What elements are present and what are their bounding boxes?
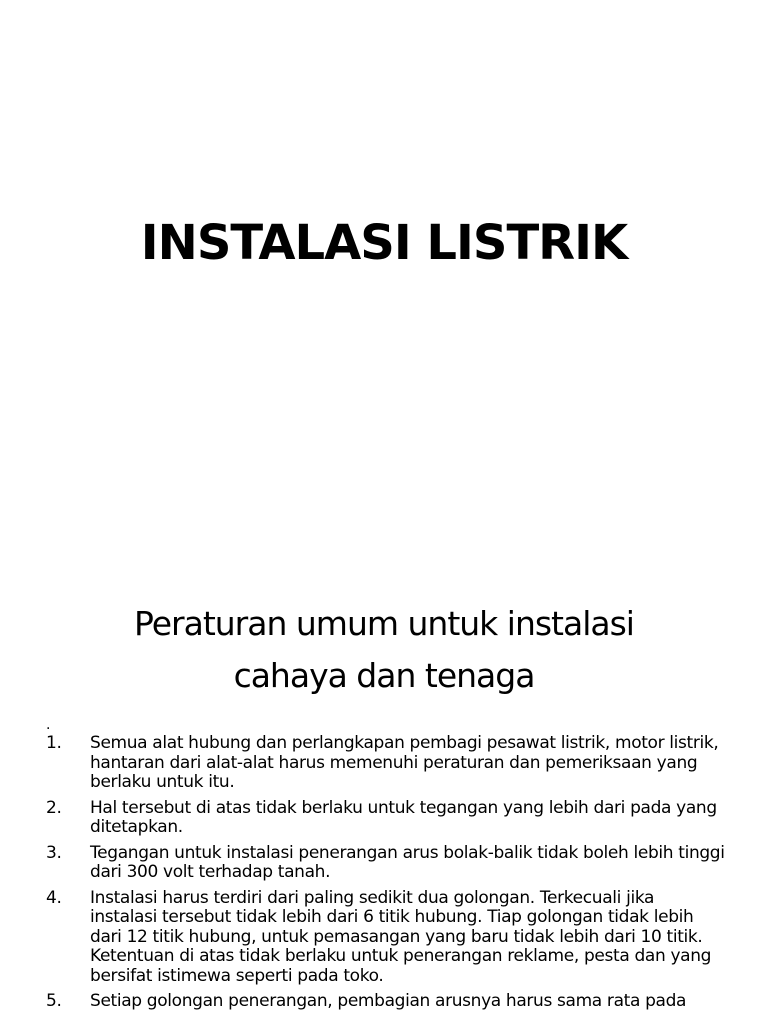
slide-title: INSTALASI LISTRIK — [140, 215, 628, 271]
stray-mark: . — [46, 717, 51, 733]
section-heading-line-2: cahaya dan tenaga — [233, 656, 535, 695]
list-item-text: Semua alat hubung dan perlangkapan pembagi pesawat listrik, motor listrik, hantaran dari alat-alat harus memenuhi peraturan dan pemeriksaan yang berlaku untuk itu. — [90, 733, 719, 792]
list-item-number: 5. — [46, 991, 62, 1011]
list-item — [46, 889, 726, 987]
list-item-text: Instalasi harus terdiri dari paling sedikit dua golongan. Terkecuali jika instalasi tersebut tidak lebih dari 6 titik hubung. Tiap golongan tidak lebih dari 12 titik hubung, untuk pemasangan yang baru tidak lebih dari 10 titik. Ketentuan di atas tidak berlaku untuk penerangan reklame, pesta dan yang bersifat istimewa seperti pada toko. — [90, 887, 712, 986]
list-item-text: Tegangan untuk instalasi penerangan arus bolak-balik tidak boleh lebih tinggi dari 300 volt terhadap tanah. — [90, 842, 725, 882]
list-item-number: 2. — [46, 797, 62, 818]
list-item-number: 3. — [46, 842, 62, 863]
rules-list — [46, 734, 726, 1012]
list-item — [46, 734, 726, 793]
list-item — [46, 992, 726, 1012]
section-heading-line-1: Peraturan umum untuk instalasi — [134, 604, 634, 643]
list-item — [46, 844, 726, 883]
list-item-number: 4. — [46, 887, 62, 908]
list-item-text: Setiap golongan penerangan, pembagian arusnya harus sama rata pada — [90, 991, 687, 1011]
section-heading — [60, 598, 708, 702]
list-item-number: 1. — [46, 733, 62, 753]
list-item-text: Hal tersebut di atas tidak berlaku untuk tegangan yang lebih dari pada yang ditetapkan. — [90, 797, 717, 837]
list-item — [46, 799, 726, 838]
rules-list-container — [46, 716, 726, 1018]
